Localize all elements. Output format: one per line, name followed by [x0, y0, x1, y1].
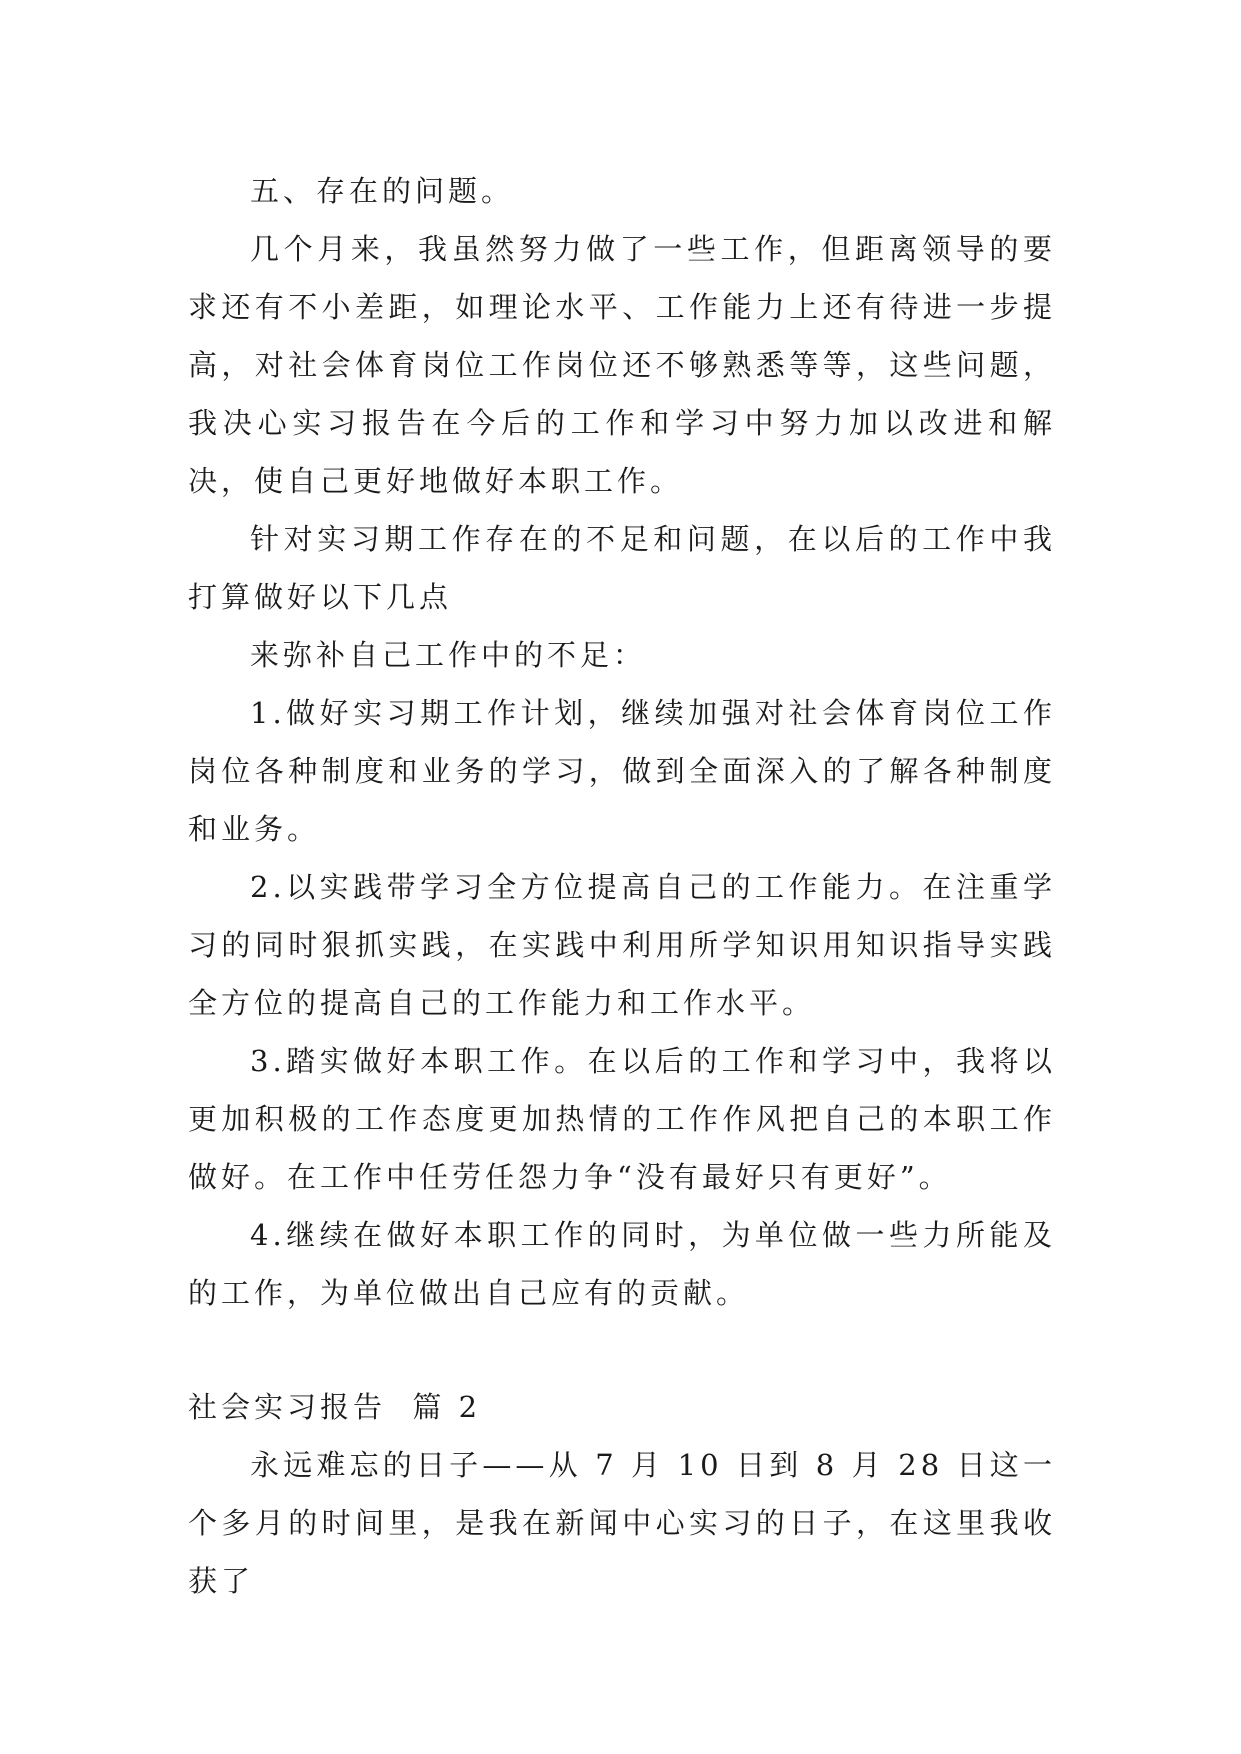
document-body: [188, 162, 1056, 1610]
paragraph-summary: 几个月来，我虽然努力做了一些工作，但距离领导的要求还有不小差距，如理论水平、工作能力上还有待进一步提高，对社会体育岗位工作岗位还不够熟悉等等，这些问题，我决心实习报告在今后的工作和学习中努力加以改进和解决，使自己更好地做好本职工作。: [188, 232, 1056, 498]
paragraph-plan-intro: 针对实习期工作存在的不足和问题，在以后的工作中我打算做好以下几点: [188, 522, 1056, 614]
paragraph-plan-intro-continued: 来弥补自己工作中的不足：: [250, 638, 647, 672]
list-item-4: 4.继续在做好本职工作的同时，为单位做一些力所能及的工作，为单位做出自己应有的贡献。: [188, 1218, 1056, 1310]
list-item-2: 2.以实践带学习全方位提高自己的工作能力。在注重学习的同时狠抓实践，在实践中利用所学知识用知识指导实践全方位的提高自己的工作能力和工作水平。: [188, 870, 1056, 1020]
list-item-3: 3.踏实做好本职工作。在以后的工作和学习中，我将以更加积极的工作态度更加热情的工作作风把自己的本职工作做好。在工作中任劳任怨力争“没有最好只有更好”。: [188, 1044, 1056, 1194]
paragraph-part-2-intro: 永远难忘的日子——从 7 月 10 日到 8 月 28 日这一个多月的时间里，是我在新闻中心实习的日子，在这里我收获了: [188, 1448, 1056, 1598]
section-heading-part-2: 社会实习报告 篇 2: [188, 1390, 482, 1424]
list-item-1: 1.做好实习期工作计划，继续加强对社会体育岗位工作岗位各种制度和业务的学习，做到全面深入的了解各种制度和业务。: [188, 696, 1056, 846]
section-title-problems: 五、存在的问题。: [250, 174, 515, 208]
